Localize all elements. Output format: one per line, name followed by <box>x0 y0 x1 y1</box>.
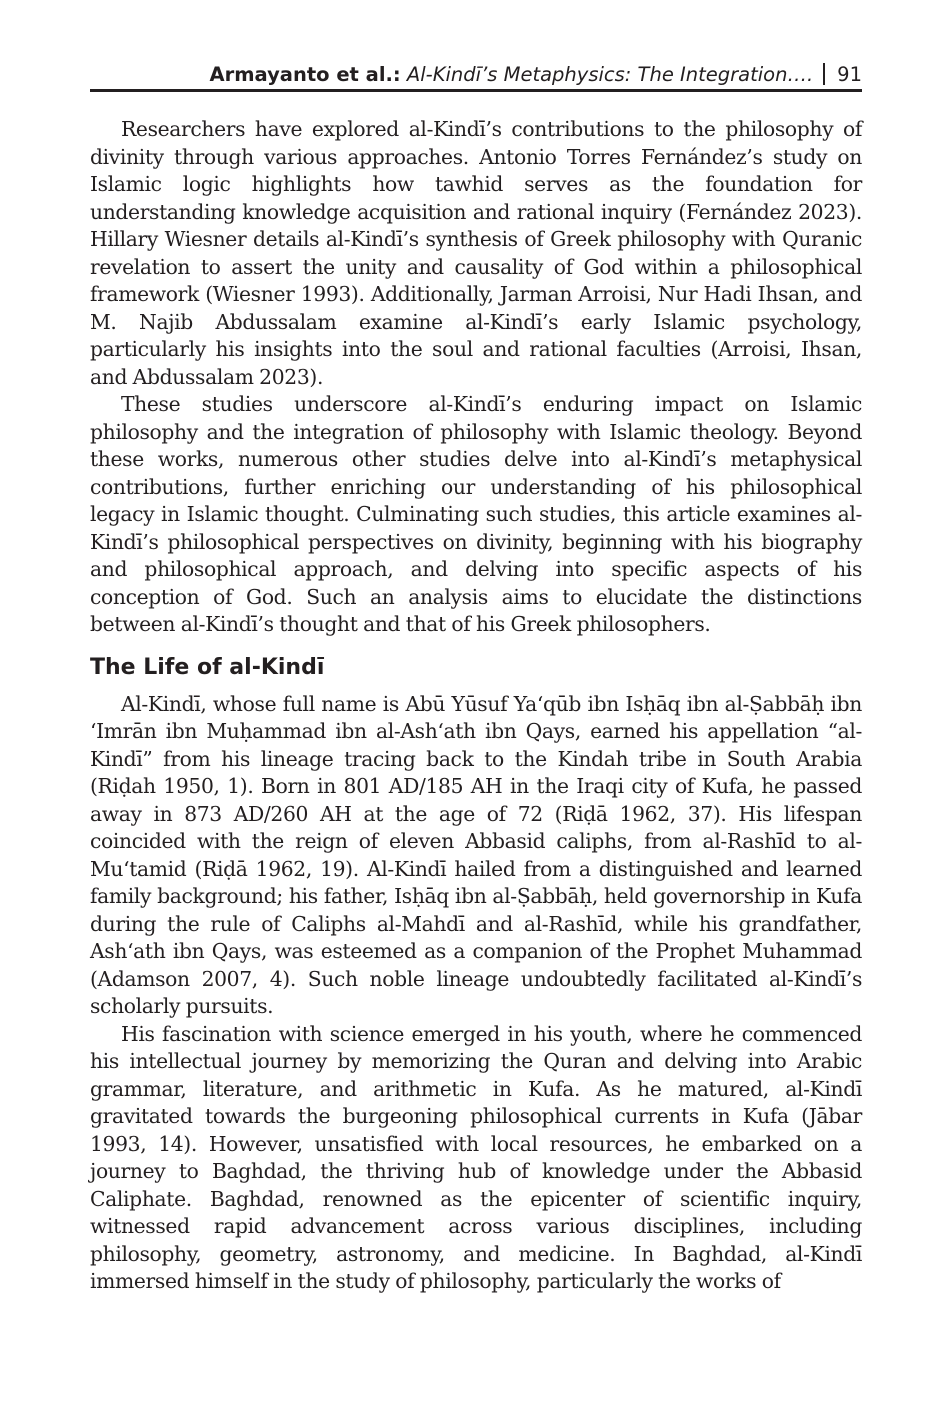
header-rule <box>90 89 862 92</box>
paragraph: His fascination with science emerged in his youth, where he commenced his intellectual journey by memorizing the Quran and delving into Arabic grammar, literature, and arithmetic in Kufa. As he matured, al-Kindī gravitated towards the burgeoning philosophical currents in Kufa (Jābar 1993, 14). However, unsatisfied with local resources, he embarked on a journey to Baghdad, the thriving hub of knowledge under the Abbasid Caliphate. Baghdad, renowned as the epicenter of scientific inquiry, witnessed rapid advancement across various disciplines, including philosophy, geometry, astronomy, and medicine. In Baghdad, al-Kindī immersed himself in the study of philosophy, particularly the works of <box>90 1021 862 1293</box>
paragraph: Al-Kindī, whose full name is Abū Yūsuf Ya‘qūb ibn Isḥāq ibn al-Ṣabbāḥ ibn ‘Imrān ibn Muḥammad ibn al-Ash‘ath ibn Qays, earned his appellation “al-Kindī” from his lineage tracing back to the Kindah tribe in South Arabia (Riḍah 1950, 1). Born in 801 AD/185 AH in the Iraqi city of Kufa, he passed away in 873 AD/260 AH at the age of 72 (Riḍā 1962, 37). His lifespan coincided with the reign of eleven Abbasid caliphs, from al-Rashīd to al-Mu‘tamid (Riḍā 1962, 19). Al-Kindī hailed from a distinguished and learned family background; his father, Isḥāq ibn al-Ṣabbāḥ, held governorship in Kufa during the rule of Caliphs al-Mahdī and al-Rashīd, while his grandfather, Ash‘ath ibn Qays, was esteemed as a companion of the Prophet Muhammad (Adamson 2007, 4). Such noble lineage undoubtedly facilitated al-Kindī’s scholarly pursuits. <box>90 691 862 1018</box>
running-head-authors: Armayanto et al.: <box>209 63 401 86</box>
article-body <box>90 116 862 1296</box>
page-number: 91 <box>837 63 862 86</box>
paragraph: These studies underscore al-Kindī’s enduring impact on Islamic philosophy and the integration of philosophy with Islamic theology. Beyond these works, numerous other studies delve into al-Kindī’s metaphysical contributions, further enriching our understanding of his philosophical legacy in Islamic thought. Culminating such studies, this article examines al-Kindī’s philosophical perspectives on divinity, beginning with his biography and philosophical approach, and delving into specific aspects of his conception of God. Such an analysis aims to elucidate the distinctions between al-Kindī’s thought and that of his Greek philosophers. <box>90 392 862 636</box>
section-heading: The Life of al-Kindī <box>90 654 325 680</box>
running-head-separator <box>823 63 825 85</box>
running-head <box>90 60 862 90</box>
paragraph: Researchers have explored al-Kindī’s contributions to the philosophy of divinity through various approaches. Antonio Torres Fernández’s study on Islamic logic highlights how tawhid serves as the foundation for understanding knowledge acquisition and rational inquiry (Fernández 2023). Hillary Wiesner details al-Kindī’s synthesis of Greek philosophy with Quranic revelation to assert the unity and causality of God within a philosophical framework (Wiesner 1993). Additionally, Jarman Arroisi, Nur Hadi Ihsan, and M. Najib Abdussalam examine al-Kindī’s early Islamic psychology, particularly his insights into the soul and rational faculties (Arroisi, Ihsan, and Abdussalam 2023). <box>90 117 862 389</box>
running-head-title: Al-Kindī’s Metaphysics: The Integration…. <box>406 63 814 86</box>
